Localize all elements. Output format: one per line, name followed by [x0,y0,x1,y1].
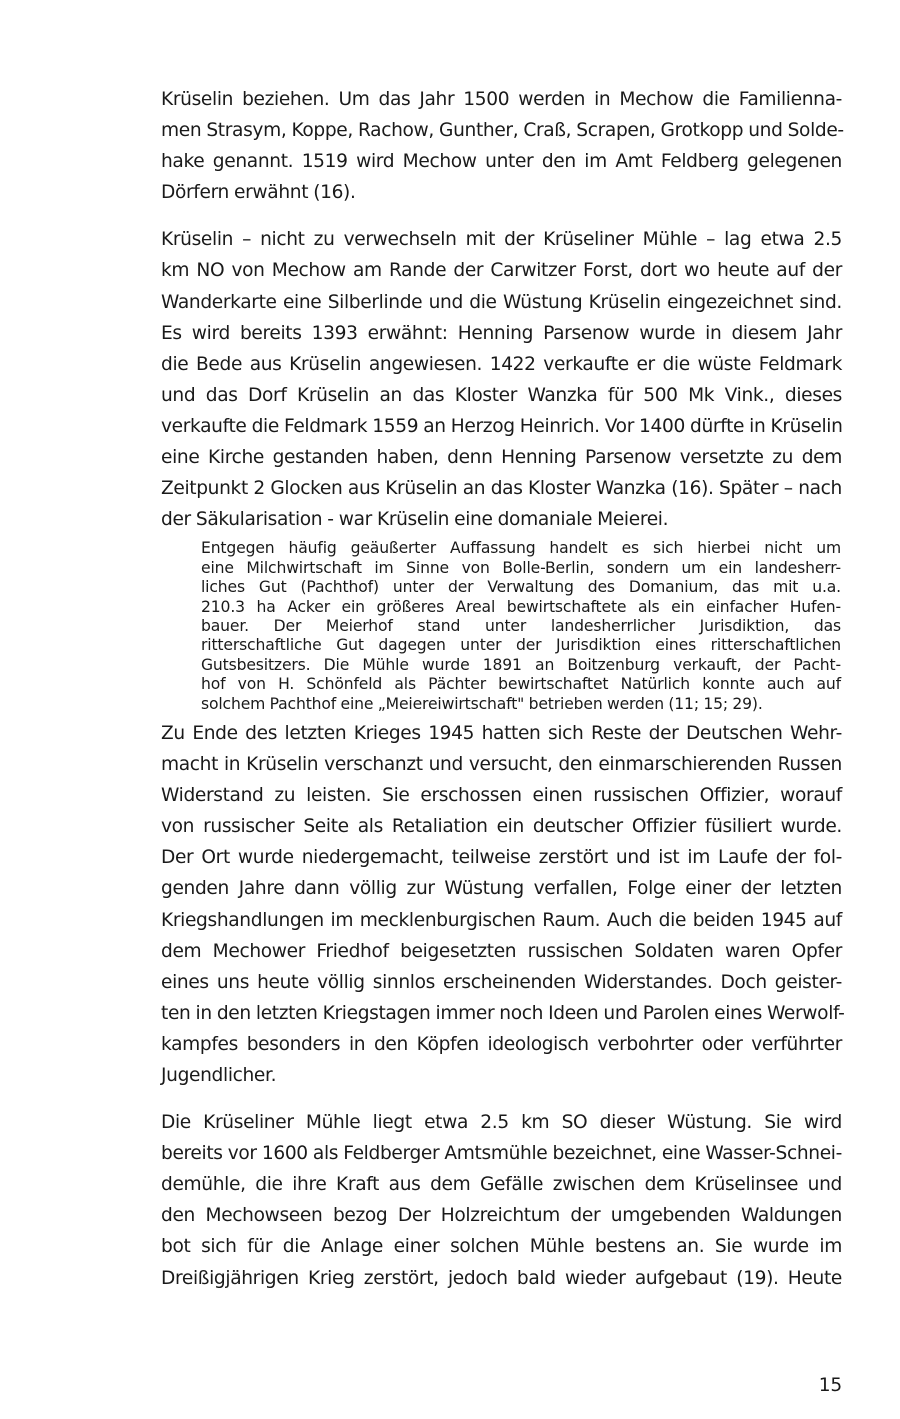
text-line: der Säkularisation - war Krüselin eine domaniale Meierei. [161,509,669,531]
page-body [161,84,845,1294]
paragraph-gap [161,208,842,224]
text-line: Die Krüseliner Mühle liegt etwa 2.5 km SO dieser Wüstung. Sie wird [161,1112,842,1134]
text-line: Zeitpunkt 2 Glocken aus Krüselin an das Kloster Wanzka (16). Später – nach [161,478,842,500]
text-line: Entgegen häufig geäußerter Auffassung handelt es sich hierbei nicht um [201,539,841,558]
text-line: dem Mechower Friedhof beigesetzten russischen Soldaten waren Opfer [161,940,842,962]
text-line: demühle, die ihre Kraft aus dem Gefälle zwischen dem Krüselinsee und [161,1174,842,1196]
text-line: hof von H. Schönfeld als Pächter bewirtschaftet Natürlich konnte auch auf [201,675,841,694]
text-line: solchem Pachthof eine „Meiereiwirtschaft" betrieben werden (11; 15; 29). [201,694,763,713]
paragraph-gap [161,1091,842,1107]
text-line: bot sich für die Anlage einer solchen Mühle bestens an. Sie wurde im [161,1236,842,1258]
text-line: Widerstand zu leisten. Sie erschossen einen russischen Offizier, worauf [161,785,842,807]
paragraph-3 [161,718,845,1091]
text-line: ritterschaftliche Gut dagegen unter der Jurisdiktion eines ritterschaftlichen [201,636,841,655]
text-line: bereits vor 1600 als Feldberger Amtsmühle bezeichnet, eine Wasser-Schnei- [161,1143,842,1165]
text-line: eine Kirche gestanden haben, denn Henning Parsenow versetzte zu dem [161,447,842,469]
text-line: kampfes besonders in den Köpfen ideologisch verbohrter oder verführter [161,1033,842,1055]
text-line: Dörfern erwähnt (16). [161,182,356,204]
text-line: verkaufte die Feldmark 1559 an Herzog Heinrich. Vor 1400 dürfte in Krüselin [161,415,843,437]
text-line: Gutsbesitzers. Die Mühle wurde 1891 an Boitzenburg verkauft, der Pacht- [201,655,841,674]
text-line: eines uns heute völlig sinnlos erscheinenden Widerstandes. Doch geister- [161,971,842,993]
text-line: und das Dorf Krüselin an das Kloster Wanzka für 500 Mk Vink., dieses [161,384,842,406]
indented-note [201,539,841,714]
text-line: genden Jahre dann völlig zur Wüstung verfallen, Folge einer der letzten [161,878,842,900]
text-line: Kriegshandlungen im mecklenburgischen Raum. Auch die beiden 1945 auf [161,909,842,931]
page-number: 15 [818,1375,842,1396]
text-line: die Bede aus Krüselin angewiesen. 1422 verkaufte er die wüste Feldmark [161,353,842,375]
text-line: 210.3 ha Acker ein größeres Areal bewirtschaftete als ein einfacher Hufen- [201,597,841,616]
text-line: Krüselin beziehen. Um das Jahr 1500 werden in Mechow die Familienna- [161,89,842,110]
text-line: ten in den letzten Kriegstagen immer noch Ideen und Parolen eines Werwolf- [161,1002,845,1024]
text-line: Es wird bereits 1393 erwähnt: Henning Parsenow wurde in diesem Jahr [161,322,842,344]
text-line: Dreißigjährigen Krieg zerstört, jedoch bald wieder aufgebaut (19). Heute [161,1267,842,1289]
text-line: Krüselin – nicht zu verwechseln mit der Krüseliner Mühle – lag etwa 2.5 [161,229,842,251]
paragraph-1 [161,84,842,208]
text-line: eine Milchwirtschaft im Sinne von Bolle-Berlin, sondern um ein landesherr- [201,558,841,577]
text-line: Jugendlicher. [161,1065,277,1086]
text-line: hake genannt. 1519 wird Mechow unter den im Amt Feldberg gelegenen [161,151,842,173]
paragraph-4 [161,1107,842,1294]
text-line: km NO von Mechow am Rande der Carwitzer Forst, dort wo heute auf der [161,260,842,282]
text-line: bauer. Der Meierhof stand unter landesherrlicher Jurisdiktion, das [201,616,841,635]
text-line: Zu Ende des letzten Krieges 1945 hatten sich Reste der Deutschen Wehr- [161,722,842,744]
text-line: Wanderkarte eine Silberlinde und die Wüstung Krüselin eingezeichnet sind. [161,291,842,313]
text-line: macht in Krüselin verschanzt und versucht, den einmarschierenden Russen [161,754,842,776]
text-line: Der Ort wurde niedergemacht, teilweise zerstört und ist im Laufe der fol- [161,847,842,869]
paragraph-2 [161,224,842,535]
text-line: von russischer Seite als Retaliation ein deutscher Offizier füsiliert wurde. [161,816,842,838]
text-line: den Mechowseen bezog Der Holzreichtum der umgebenden Waldungen [161,1205,842,1227]
text-line: men Strasym, Koppe, Rachow, Gunther, Craß, Scrapen, Grotkopp und Solde- [161,120,844,142]
text-line: liches Gut (Pachthof) unter der Verwaltung des Domanium, das mit u.a. [201,578,841,597]
